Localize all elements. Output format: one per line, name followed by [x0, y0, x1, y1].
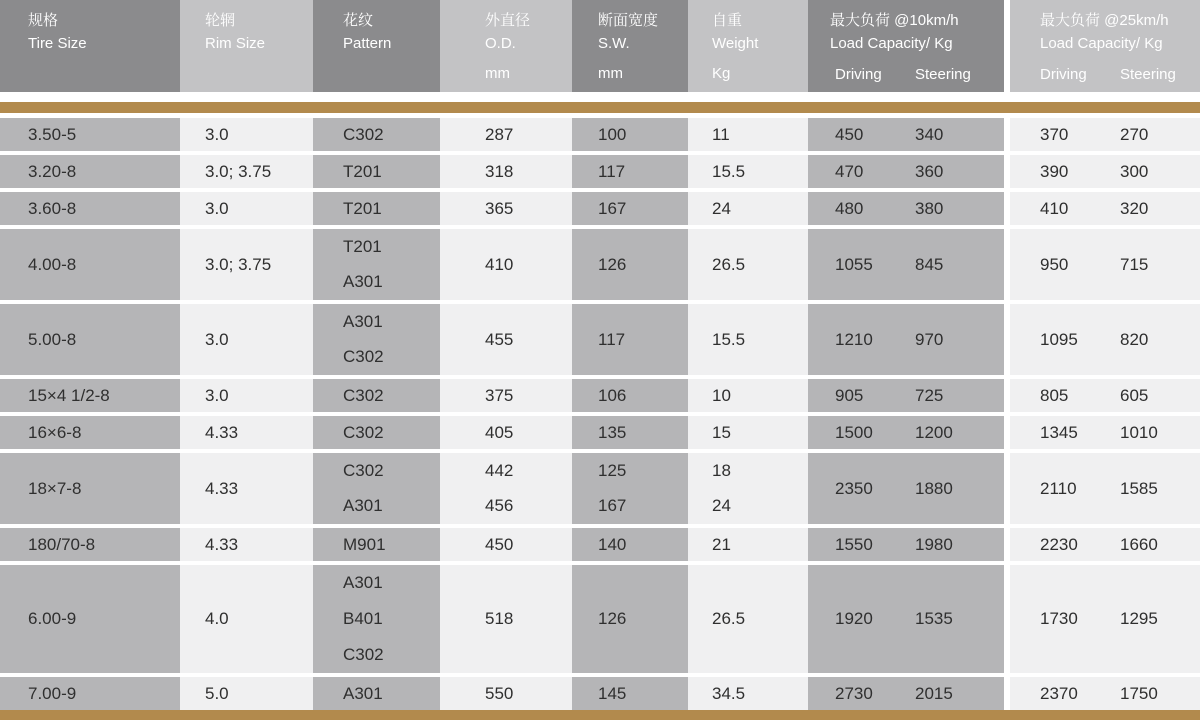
driving-value: 450 — [835, 124, 864, 144]
steering-value: 320 — [1120, 198, 1149, 218]
header-unit-od: mm — [485, 65, 510, 82]
header-labels — [205, 9, 313, 55]
pair-values — [808, 255, 1004, 275]
cell-value: 375 — [485, 385, 514, 405]
cell-sw — [572, 677, 688, 710]
header-zh-load-25kmh: 最大负荷 @25km/h — [1040, 12, 1169, 29]
cell-pattern — [313, 677, 440, 710]
cell-od — [440, 677, 572, 710]
header-sub-labels — [1010, 66, 1200, 83]
cell-load-10kmh — [808, 192, 1004, 225]
table-row — [0, 192, 1200, 225]
cell-value: 7.00-9 — [28, 683, 77, 703]
driving-value: 2230 — [1040, 534, 1078, 554]
pair-values — [808, 125, 1004, 145]
header-unit-sw: mm — [598, 65, 623, 82]
cell-tire-size — [0, 453, 180, 524]
cell-od — [440, 528, 572, 561]
cell-value: A301 — [343, 311, 383, 331]
header-driving-label: Driving — [1040, 66, 1087, 83]
table-row — [0, 379, 1200, 412]
cell-value: 410 — [485, 254, 514, 274]
header-zh-sw: 断面宽度 — [598, 12, 659, 29]
cell-value: 11 — [712, 124, 730, 144]
pair-values — [1010, 386, 1200, 406]
steering-value: 605 — [1120, 385, 1149, 405]
cell-sw — [572, 453, 688, 524]
cell-value: T201 — [343, 198, 382, 218]
header-en-tire-size: Tire Size — [28, 35, 87, 52]
header-gap — [0, 92, 1200, 102]
cell-value: 3.0; 3.75 — [205, 161, 272, 181]
cell-value: 117 — [598, 161, 626, 181]
steering-value: 820 — [1120, 329, 1149, 349]
cell-load-10kmh — [808, 677, 1004, 710]
cell-load-10kmh — [808, 118, 1004, 151]
table-row — [0, 677, 1200, 710]
cell-rim-size — [180, 304, 313, 375]
cell-sw — [572, 379, 688, 412]
cell-load-25kmh — [1004, 677, 1200, 710]
cell-sw — [572, 118, 688, 151]
cell-value: 4.0 — [205, 609, 229, 628]
steering-value: 1010 — [1120, 422, 1158, 442]
header-labels — [598, 9, 688, 55]
cell-value: 34.5 — [712, 683, 746, 703]
cell-value: 126 — [598, 254, 627, 274]
header-en-load-10kmh: Load Capacity/ Kg — [830, 35, 953, 52]
driving-value: 2370 — [1040, 683, 1078, 703]
cell-rim-size — [180, 118, 313, 151]
pair-values — [808, 535, 1004, 555]
header-en-load-25kmh: Load Capacity/ Kg — [1040, 35, 1163, 52]
pair-values — [1010, 330, 1200, 350]
cell-tire-size — [0, 155, 180, 188]
cell-value: 18 — [712, 460, 731, 480]
cell-weight — [688, 304, 808, 375]
steering-value: 1295 — [1120, 609, 1158, 628]
cell-rim-size — [180, 565, 313, 673]
cell-value: 117 — [598, 329, 626, 349]
cell-value: 15 — [712, 422, 731, 442]
cell-value: 145 — [598, 683, 627, 703]
cell-value: 405 — [485, 422, 514, 442]
driving-value: 2110 — [1040, 478, 1077, 498]
cell-value: 135 — [598, 422, 627, 442]
driving-value: 1730 — [1040, 609, 1078, 628]
header-labels — [1010, 9, 1200, 55]
table-body — [0, 118, 1200, 710]
cell-value: C302 — [343, 347, 384, 367]
header-labels — [28, 9, 180, 55]
cell-value: 167 — [598, 496, 627, 516]
cell-value: 550 — [485, 683, 514, 703]
driving-value: 805 — [1040, 385, 1069, 405]
cell-value: 4.33 — [205, 478, 239, 498]
steering-value: 715 — [1120, 254, 1149, 274]
header-weight — [688, 0, 808, 92]
header-sw — [572, 0, 688, 92]
pair-values — [1010, 609, 1200, 629]
driving-value: 1500 — [835, 422, 873, 442]
cell-value: B401 — [343, 609, 383, 628]
header-zh-weight: 自重 — [712, 12, 743, 29]
pair-values — [1010, 255, 1200, 275]
steering-value: 1750 — [1120, 683, 1158, 703]
cell-value: 106 — [598, 385, 627, 405]
cell-value: 518 — [485, 609, 514, 628]
cell-value: A301 — [343, 272, 383, 292]
cell-load-10kmh — [808, 528, 1004, 561]
cell-load-25kmh — [1004, 118, 1200, 151]
cell-load-25kmh — [1004, 192, 1200, 225]
cell-pattern — [313, 304, 440, 375]
header-en-od: O.D. — [485, 35, 516, 52]
header-rim-size — [180, 0, 313, 92]
cell-pattern — [313, 528, 440, 561]
cell-value: 450 — [485, 534, 514, 554]
header-od — [440, 0, 572, 92]
driving-value: 470 — [835, 161, 864, 181]
cell-sw — [572, 229, 688, 300]
steering-value: 1585 — [1120, 478, 1158, 498]
header-labels — [808, 9, 1004, 55]
cell-load-10kmh — [808, 565, 1004, 673]
driving-value: 370 — [1040, 124, 1069, 144]
cell-load-25kmh — [1004, 416, 1200, 449]
table-header — [0, 0, 1200, 92]
steering-value: 270 — [1120, 124, 1149, 144]
steering-value: 725 — [915, 385, 944, 405]
cell-load-25kmh — [1004, 453, 1200, 524]
cell-value: 100 — [598, 124, 627, 144]
cell-value: 455 — [485, 329, 514, 349]
cell-value: 6.00-9 — [28, 609, 77, 628]
cell-rim-size — [180, 379, 313, 412]
pair-values — [1010, 479, 1200, 499]
cell-value: 126 — [598, 609, 627, 628]
cell-pattern — [313, 229, 440, 300]
cell-load-10kmh — [808, 155, 1004, 188]
cell-weight — [688, 118, 808, 151]
cell-value: T201 — [343, 161, 382, 181]
cell-od — [440, 304, 572, 375]
pair-values — [808, 479, 1004, 499]
cell-value: 442 — [485, 460, 514, 480]
cell-weight — [688, 229, 808, 300]
cell-value: 3.0; 3.75 — [205, 254, 272, 274]
cell-value: C302 — [343, 645, 384, 664]
header-unit-weight: Kg — [712, 65, 731, 82]
driving-value: 1210 — [835, 329, 873, 349]
header-en-rim-size: Rim Size — [205, 35, 266, 52]
steering-value: 845 — [915, 254, 944, 274]
cell-tire-size — [0, 416, 180, 449]
accent-bar-top — [0, 102, 1200, 113]
cell-weight — [688, 453, 808, 524]
cell-rim-size — [180, 192, 313, 225]
cell-od — [440, 229, 572, 300]
cell-load-25kmh — [1004, 528, 1200, 561]
cell-value: M901 — [343, 534, 386, 554]
cell-value: 15.5 — [712, 161, 746, 181]
cell-pattern — [313, 192, 440, 225]
cell-value: A301 — [343, 573, 383, 592]
header-pattern — [313, 0, 440, 92]
steering-value: 1880 — [915, 478, 953, 498]
cell-value: C302 — [343, 124, 384, 144]
cell-value: A301 — [343, 496, 383, 516]
cell-value: 21 — [712, 534, 731, 554]
cell-value: 167 — [598, 198, 627, 218]
cell-value: 3.0 — [205, 385, 229, 405]
cell-value: 3.60-8 — [28, 198, 77, 218]
steering-value: 1535 — [915, 609, 953, 628]
cell-od — [440, 155, 572, 188]
cell-value: 26.5 — [712, 254, 746, 274]
cell-value: 318 — [485, 161, 514, 181]
header-driving-label: Driving — [835, 66, 882, 83]
pair-values — [808, 386, 1004, 406]
cell-load-10kmh — [808, 416, 1004, 449]
cell-value: 140 — [598, 534, 627, 554]
table-row — [0, 528, 1200, 561]
cell-load-10kmh — [808, 453, 1004, 524]
cell-value: 24 — [712, 198, 731, 218]
cell-sw — [572, 192, 688, 225]
driving-value: 390 — [1040, 161, 1069, 181]
cell-rim-size — [180, 677, 313, 710]
pair-values — [1010, 684, 1200, 704]
steering-value: 970 — [915, 329, 944, 349]
cell-tire-size — [0, 565, 180, 673]
cell-sw — [572, 304, 688, 375]
cell-value: 3.0 — [205, 329, 229, 349]
cell-value: 26.5 — [712, 609, 746, 628]
cell-value: 15×4 1/2-8 — [28, 385, 110, 405]
accent-bar-bottom — [0, 710, 1200, 720]
cell-od — [440, 416, 572, 449]
header-steering-label: Steering — [915, 66, 971, 83]
table-row — [0, 118, 1200, 151]
cell-rim-size — [180, 229, 313, 300]
cell-load-25kmh — [1004, 304, 1200, 375]
cell-pattern — [313, 565, 440, 673]
driving-value: 1095 — [1040, 329, 1078, 349]
pair-values — [808, 423, 1004, 443]
cell-load-10kmh — [808, 229, 1004, 300]
cell-value: 4.33 — [205, 422, 239, 442]
cell-load-25kmh — [1004, 155, 1200, 188]
cell-value: 10 — [712, 385, 731, 405]
cell-tire-size — [0, 229, 180, 300]
table-row — [0, 155, 1200, 188]
cell-value: 18×7-8 — [28, 478, 82, 498]
cell-value: 15.5 — [712, 329, 746, 349]
header-zh-rim-size: 轮辋 — [205, 12, 236, 29]
cell-value: 287 — [485, 124, 514, 144]
driving-value: 905 — [835, 385, 864, 405]
steering-value: 1660 — [1120, 534, 1158, 554]
cell-weight — [688, 565, 808, 673]
cell-value: 456 — [485, 496, 514, 516]
steering-value: 2015 — [915, 683, 953, 703]
pair-values — [808, 609, 1004, 629]
header-tire-size — [0, 0, 180, 92]
cell-od — [440, 565, 572, 673]
cell-pattern — [313, 416, 440, 449]
header-labels — [485, 9, 572, 55]
driving-value: 1345 — [1040, 422, 1078, 442]
table-row — [0, 304, 1200, 375]
cell-pattern — [313, 379, 440, 412]
pair-values — [1010, 162, 1200, 182]
steering-value: 1980 — [915, 534, 953, 554]
cell-value: 4.33 — [205, 534, 239, 554]
table-row — [0, 416, 1200, 449]
pair-values — [808, 199, 1004, 219]
cell-value: C302 — [343, 422, 384, 442]
cell-tire-size — [0, 677, 180, 710]
driving-value: 2730 — [835, 683, 873, 703]
header-labels — [712, 9, 808, 55]
cell-value: T201 — [343, 236, 382, 256]
header-steering-label: Steering — [1120, 66, 1176, 83]
cell-sw — [572, 565, 688, 673]
cell-tire-size — [0, 379, 180, 412]
cell-pattern — [313, 453, 440, 524]
cell-weight — [688, 677, 808, 710]
table-row — [0, 229, 1200, 300]
cell-value: 3.0 — [205, 124, 229, 144]
cell-value: A301 — [343, 683, 383, 703]
table-row — [0, 565, 1200, 673]
cell-rim-size — [180, 416, 313, 449]
cell-value: 5.00-8 — [28, 329, 77, 349]
driving-value: 480 — [835, 198, 864, 218]
cell-weight — [688, 416, 808, 449]
cell-sw — [572, 416, 688, 449]
header-en-pattern: Pattern — [343, 35, 392, 52]
steering-value: 1200 — [915, 422, 953, 442]
steering-value: 380 — [915, 198, 944, 218]
cell-value: 5.0 — [205, 683, 229, 703]
cell-value: 3.50-5 — [28, 124, 77, 144]
driving-value: 1550 — [835, 534, 873, 554]
header-sub-labels — [808, 66, 1004, 83]
driving-value: 950 — [1040, 254, 1069, 274]
cell-weight — [688, 379, 808, 412]
pair-values — [1010, 199, 1200, 219]
cell-rim-size — [180, 453, 313, 524]
header-zh-tire-size: 规格 — [28, 12, 59, 29]
cell-weight — [688, 528, 808, 561]
pair-values — [808, 330, 1004, 350]
cell-value: C302 — [343, 385, 384, 405]
header-load-10kmh — [808, 0, 1004, 92]
header-en-weight: Weight — [712, 35, 759, 52]
pair-values — [808, 162, 1004, 182]
cell-pattern — [313, 155, 440, 188]
cell-value: 4.00-8 — [28, 254, 77, 274]
pair-values — [808, 684, 1004, 704]
cell-value: 3.20-8 — [28, 161, 77, 181]
cell-value: 24 — [712, 496, 731, 516]
cell-load-25kmh — [1004, 565, 1200, 673]
cell-od — [440, 118, 572, 151]
header-load-25kmh — [1004, 0, 1200, 92]
cell-tire-size — [0, 118, 180, 151]
pair-values — [1010, 125, 1200, 145]
table-row — [0, 453, 1200, 524]
header-labels — [343, 9, 440, 55]
steering-value: 340 — [915, 124, 944, 144]
cell-tire-size — [0, 192, 180, 225]
cell-value: C302 — [343, 460, 384, 480]
cell-value: 125 — [598, 460, 627, 480]
cell-weight — [688, 192, 808, 225]
cell-weight — [688, 155, 808, 188]
cell-load-10kmh — [808, 379, 1004, 412]
cell-pattern — [313, 118, 440, 151]
pair-values — [1010, 535, 1200, 555]
cell-load-25kmh — [1004, 379, 1200, 412]
cell-od — [440, 379, 572, 412]
driving-value: 410 — [1040, 198, 1069, 218]
driving-value: 2350 — [835, 478, 873, 498]
cell-tire-size — [0, 528, 180, 561]
driving-value: 1920 — [835, 609, 873, 628]
cell-load-25kmh — [1004, 229, 1200, 300]
header-en-sw: S.W. — [598, 35, 630, 52]
cell-sw — [572, 155, 688, 188]
cell-value: 180/70-8 — [28, 534, 96, 554]
steering-value: 360 — [915, 161, 944, 181]
driving-value: 1055 — [835, 254, 873, 274]
header-zh-pattern: 花纹 — [343, 12, 374, 29]
cell-value: 3.0 — [205, 198, 229, 218]
steering-value: 300 — [1120, 161, 1149, 181]
cell-value: 365 — [485, 198, 514, 218]
cell-load-10kmh — [808, 304, 1004, 375]
header-zh-od: 外直径 — [485, 12, 531, 29]
cell-sw — [572, 528, 688, 561]
pair-values — [1010, 423, 1200, 443]
cell-rim-size — [180, 528, 313, 561]
cell-od — [440, 453, 572, 524]
cell-value: 16×6-8 — [28, 422, 82, 442]
cell-tire-size — [0, 304, 180, 375]
header-zh-load-10kmh: 最大负荷 @10km/h — [830, 12, 959, 29]
cell-rim-size — [180, 155, 313, 188]
cell-od — [440, 192, 572, 225]
